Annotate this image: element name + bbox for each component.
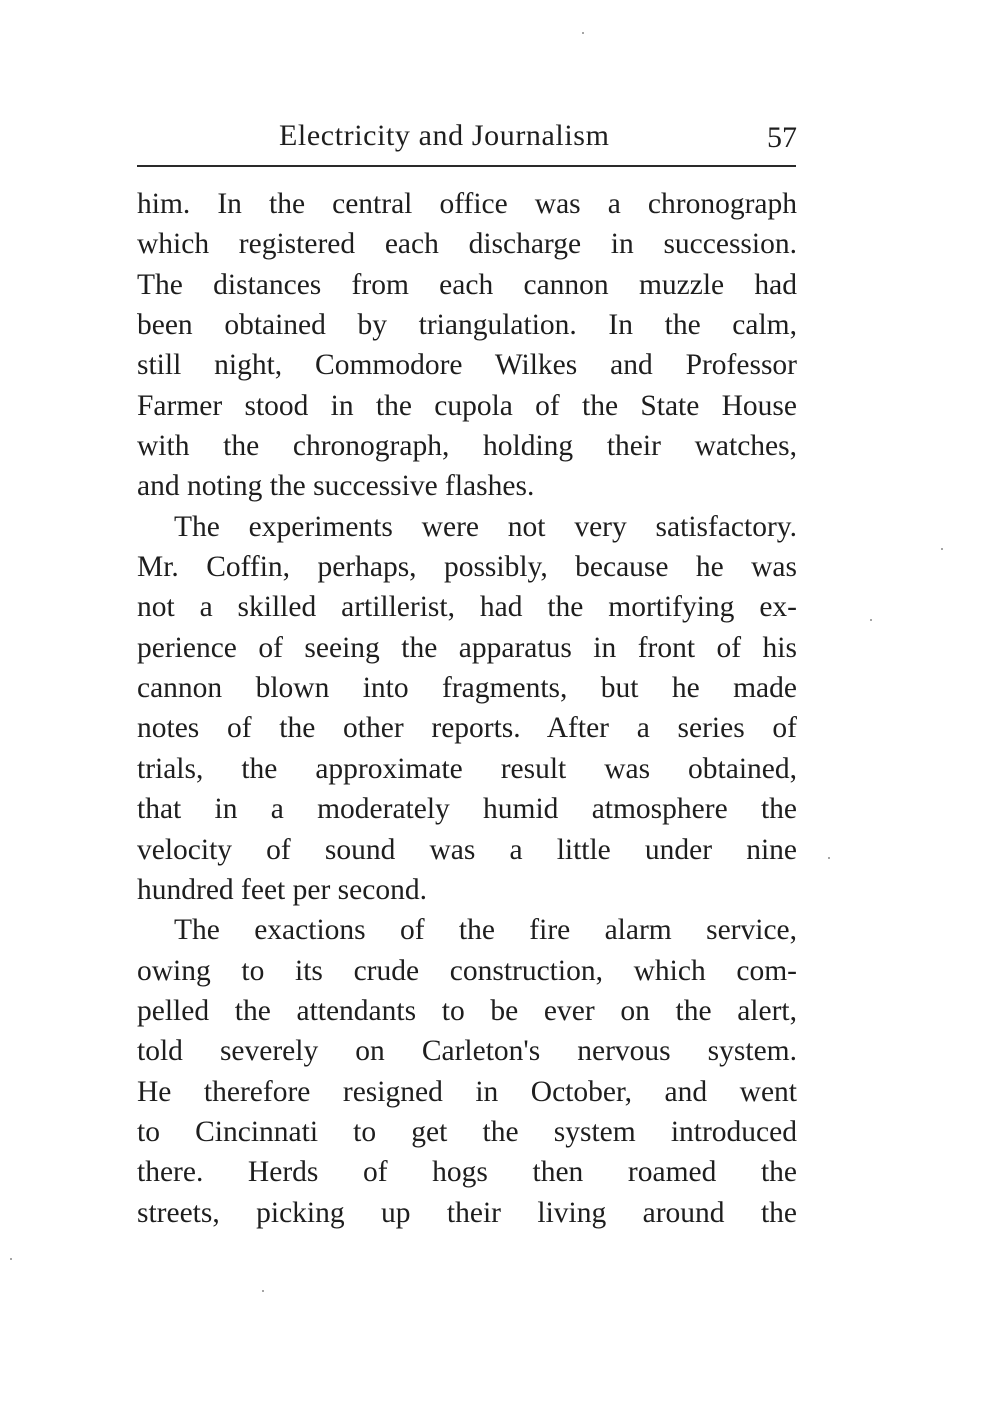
text-line: Farmer stood in the cupola of the State House bbox=[137, 389, 797, 422]
text-line: that in a moderately humid atmosphere the bbox=[137, 793, 797, 826]
text-line: owing to its crude construction, which com- bbox=[137, 954, 797, 987]
text-line: perience of seeing the apparatus in front of his bbox=[137, 631, 797, 664]
text-line: streets, picking up their living around the bbox=[137, 1196, 797, 1229]
text-line: hundred feet per second. bbox=[137, 873, 427, 906]
scan-speck bbox=[10, 1258, 12, 1260]
text-line: him. In the central office was a chronograph bbox=[137, 188, 797, 220]
text-line: to Cincinnati to get the system introduced bbox=[137, 1115, 797, 1148]
text-line: not a skilled artillerist, had the mortifying ex- bbox=[137, 591, 797, 624]
text-line: cannon blown into fragments, but he made bbox=[137, 672, 797, 705]
text-line: The distances from each cannon muzzle had bbox=[137, 268, 797, 301]
scan-speck bbox=[941, 548, 943, 550]
text-line: He therefore resigned in October, and went bbox=[137, 1075, 797, 1108]
text-line: pelled the attendants to be ever on the alert, bbox=[137, 994, 797, 1027]
text-line: still night, Commodore Wilkes and Professor bbox=[137, 349, 797, 382]
text-line: there. Herds of hogs then roamed the bbox=[137, 1156, 797, 1189]
text-line: notes of the other reports. After a series of bbox=[137, 712, 797, 745]
text-line: and noting the successive flashes. bbox=[137, 470, 535, 503]
text-line: trials, the approximate result was obtained, bbox=[137, 752, 797, 785]
scan-speck bbox=[262, 1290, 264, 1292]
text-line: velocity of sound was a little under nine bbox=[137, 833, 797, 866]
body-text bbox=[137, 184, 797, 1233]
text-line: Mr. Coffin, perhaps, possibly, because he was bbox=[137, 551, 797, 584]
text-line: which registered each discharge in succession. bbox=[137, 228, 797, 261]
header-rule bbox=[137, 165, 796, 167]
running-title: Electricity and Journalism bbox=[279, 119, 610, 152]
page-number: 57 bbox=[767, 121, 797, 154]
text-line: with the chronograph, holding their watches, bbox=[137, 430, 797, 463]
running-header bbox=[137, 114, 797, 158]
scan-speck bbox=[828, 857, 830, 859]
text-line: told severely on Carleton's nervous system. bbox=[137, 1035, 797, 1068]
scan-speck bbox=[582, 32, 584, 34]
scan-speck bbox=[870, 619, 872, 621]
text-line: The experiments were not very satisfactory. bbox=[174, 510, 797, 543]
text-line: been obtained by triangulation. In the calm, bbox=[137, 309, 797, 342]
text-line: The exactions of the fire alarm service, bbox=[174, 914, 797, 947]
